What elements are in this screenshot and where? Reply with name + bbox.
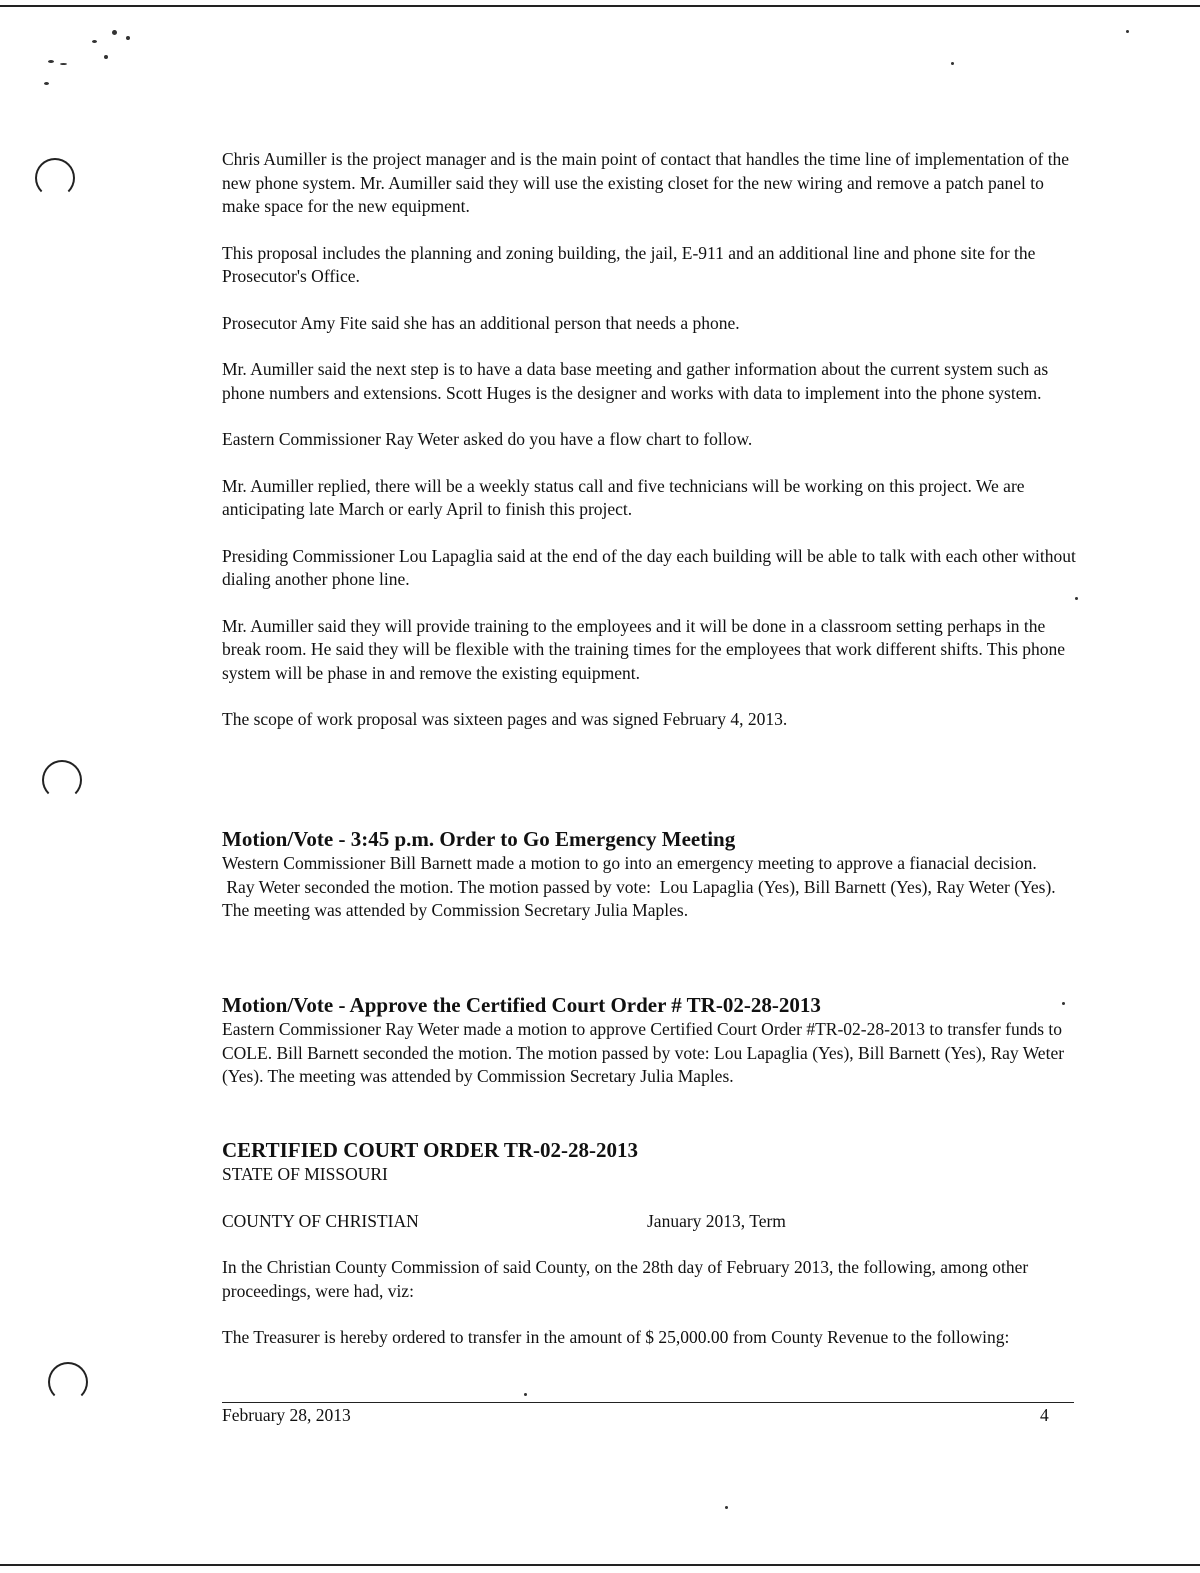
county-label: COUNTY OF CHRISTIAN	[222, 1210, 419, 1231]
scan-speck	[60, 63, 67, 65]
scan-speck	[951, 62, 954, 65]
motion-heading: Motion/Vote - 3:45 p.m. Order to Go Emergency Meeting	[222, 827, 736, 851]
motion-court-order	[222, 993, 1082, 1089]
motion-text: Eastern Commissioner Ray Weter made a motion to approve Certified Court Order #TR-02-28-2013 to transfer funds to COLE. Bill Barnett seconded the motion. The motion passed by vote: Lou Lapaglia (Yes), Bill Barnett (Yes), Ray Weter (Yes). The meeting was attended by Commission Secretary Julia Maples.	[222, 1019, 1065, 1086]
scan-speck	[104, 55, 108, 59]
scan-speck	[725, 1506, 728, 1509]
paragraph-signed: The scope of work proposal was sixteen pages and was signed February 4, 2013.	[222, 709, 788, 729]
term-label: January 2013, Term	[647, 1210, 786, 1231]
proceedings-text: In the Christian County Commission of said County, on the 28th day of February 2013, the following, among other proceedings, were had, viz:	[222, 1257, 1029, 1301]
state-label: STATE OF MISSOURI	[222, 1164, 388, 1184]
scan-speck	[44, 82, 49, 85]
page-border-bottom	[0, 1564, 1200, 1566]
paragraph-buildings: Presiding Commissioner Lou Lapaglia said at the end of the day each building will be able to talk with each other without dialing another phone line.	[222, 545, 1076, 589]
motion-vote-text: Ray Weter seconded the motion. The motion passed by vote: Lou Lapaglia (Yes), Bill Barnett (Yes), Ray Weter (Yes). The meeting was attended by Commission Secretary Julia Maples.	[222, 876, 1065, 920]
paragraph-proposal-scope: This proposal includes the planning and zoning building, the jail, E-911 and an additional line and phone site for the Prosecutor's Office.	[222, 242, 1036, 286]
punch-hole	[42, 760, 82, 800]
scan-speck	[48, 60, 54, 63]
scan-speck	[112, 30, 117, 35]
motion-emergency-meeting	[222, 827, 1082, 923]
paragraph-status-call: Mr. Aumiller replied, there will be a weekly status call and five technicians will be working on this project. We are anticipating late March or early April to finish this project.	[222, 475, 1025, 519]
certified-court-order	[222, 1138, 1082, 1350]
motion-text: Western Commissioner Bill Barnett made a motion to go into an emergency meeting to approve a fianacial decision.	[222, 853, 1037, 873]
state-line	[222, 1163, 1082, 1187]
scan-speck	[126, 36, 130, 40]
scan-speck	[524, 1393, 527, 1396]
scan-speck	[1126, 30, 1129, 33]
transfer-text: The Treasurer is hereby ordered to transfer in the amount of $ 25,000.00 from County Revenue to the following:	[222, 1327, 1010, 1347]
motion-heading: Motion/Vote - Approve the Certified Court Order # TR-02-28-2013	[222, 993, 821, 1017]
paragraph-project-manager: Chris Aumiller is the project manager and is the main point of contact that handles the time line of implementation of the new phone system. Mr. Aumiller said they will use the existing closet for the new wiring and remove a patch panel to make space for the new equipment.	[222, 149, 1070, 216]
paragraph-prosecutor: Prosecutor Amy Fite said she has an additional person that needs a phone.	[222, 312, 740, 333]
paragraph-training: Mr. Aumiller said they will provide training to the employees and it will be done in a classroom setting perhaps in the break room. He said they will be flexible with the training times for the employees that work different shifts. This phone system will be phase in and remove the existing equipment.	[222, 615, 1066, 683]
paragraph-next-step: Mr. Aumiller said the next step is to have a data base meeting and gather information about the current system such as phone numbers and extensions. Scott Huges is the designer and works with data to implement into the phone system.	[222, 359, 1049, 403]
county-term-line	[222, 1210, 1082, 1234]
punch-hole	[35, 158, 75, 198]
paragraph-flow-chart: Eastern Commissioner Ray Weter asked do you have a flow chart to follow.	[222, 429, 753, 449]
punch-hole	[48, 1362, 88, 1402]
scan-speck	[92, 40, 97, 43]
page-border-top	[0, 5, 1200, 7]
page-number: 4	[1040, 1405, 1049, 1425]
footer-rule	[222, 1402, 1074, 1403]
court-order-heading: CERTIFIED COURT ORDER TR-02-28-2013	[222, 1138, 639, 1162]
footer-date: February 28, 2013	[222, 1405, 351, 1425]
minutes-body	[222, 148, 1082, 755]
